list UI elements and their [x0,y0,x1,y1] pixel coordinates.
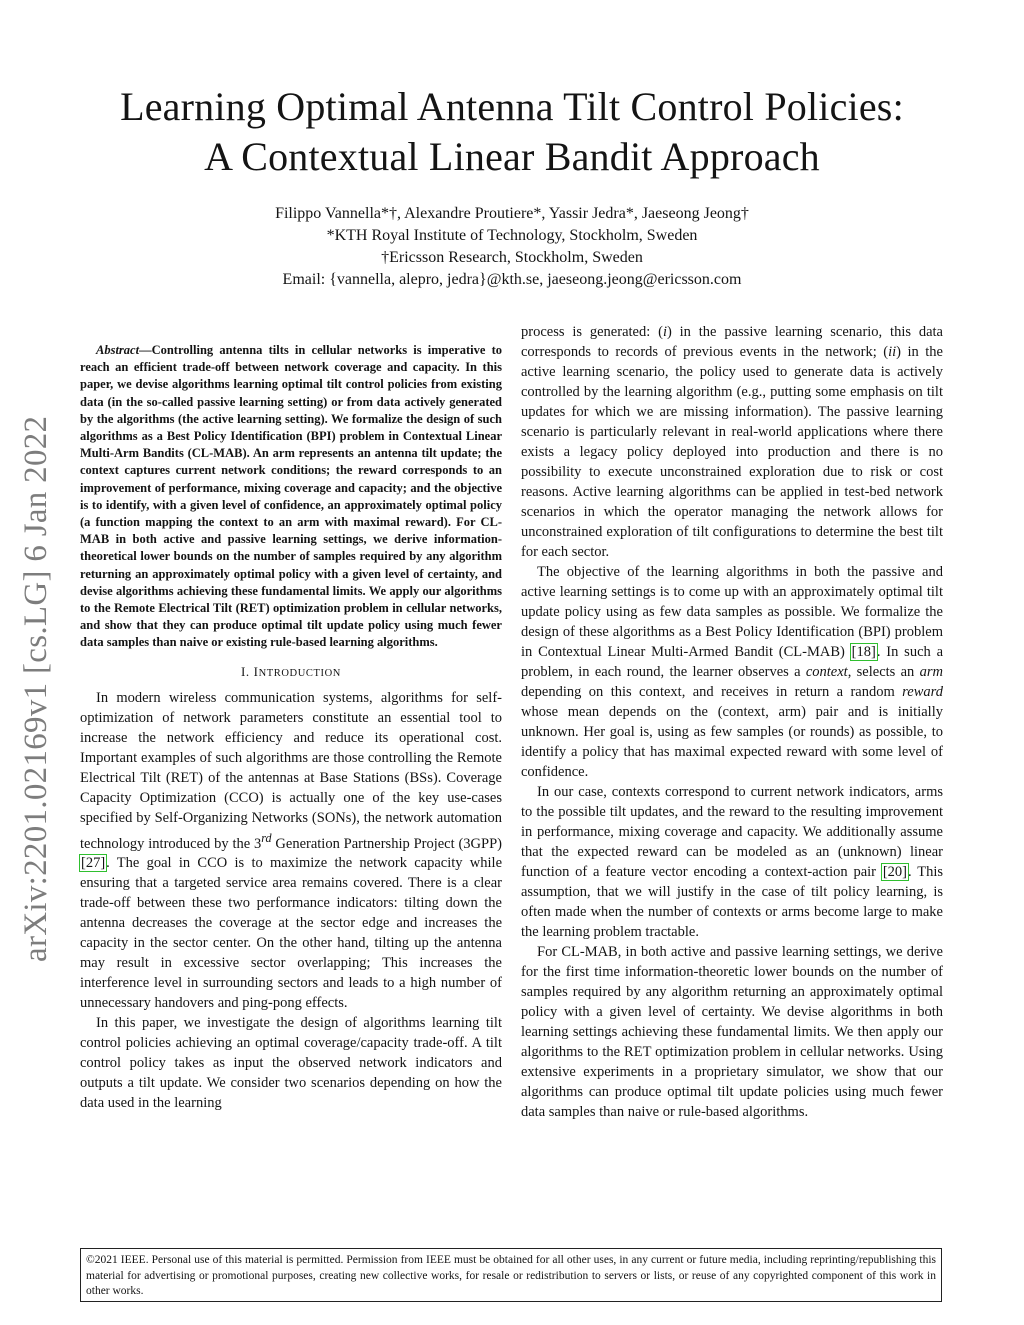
intro-p1-text-b: Generation Partnership Project (3GPP) [271,835,502,852]
roman-numeral-ii: ii [888,344,897,360]
term-context: context [805,664,848,680]
affiliation-kth: *KTH Royal Institute of Technology, Stockholm, Sweden [326,227,698,244]
citation-link-20[interactable]: [20] [882,864,908,880]
p3-text-a: The objective of the learning algorithms in both the passive and active learning settings is to come up with an approximately optimal tilt update policy using as few data samples as possible. We formalize the design of these algorithms as a Best Policy Identification (BPI) problem in Contextual Linear Multi-Armed Bandit (CL-MAB) [521,564,943,660]
intro-p1-text-c: . The goal in CCO is to maximize the network capacity while ensuring that a targeted service area remains covered. There is a clear trade-off between these two performance indicators: tilting down the antenna decreases the coverage at the sector edge and increases the capacity in the sector center. On the other hand, tilting up the antenna may result in excessive sector overlapping; This increases the interference level in surrounding sectors and leads to a high number of unnecessary handovers and ping-pong effects. [80,855,502,1012]
author-block [100,203,924,291]
term-reward: reward [902,684,943,700]
right-column [521,322,943,1122]
cont-text-c: ) in the active learning scenario, the policy used to generate data is actively controlled by the learning algorithm (e.g., putting some emphasis on tilt updates for which we are missing information). The passive learning scenario is particularly relevant in real-world applications where there exists a legacy policy deployed into production and there is no possibility to execute unconstrained exploration due to risk or cost reasons. Active learning algorithms can be applied in test-bed network scenarios in which the operator managing the network allows for unconstrained exploration of tilt configurations to determine the best tilt for each sector. [521,344,943,560]
p4-text-a: In our case, contexts correspond to current network indicators, arms to the possible tilt updates, and the reward to the resulting improvement in performance, mixing coverage and capacity. We additionally assume that the expected reward can be modeled as an (unknown) linear function of a feature vector encoding a context-action pair [521,784,943,880]
title-line-2: A Contextual Linear Bandit Approach [204,134,820,179]
p4-text-b: . This assumption, that we will justify in the case of tilt policy learning, is often made when the number of contexts or arms become large to make the learning problem tractable. [521,864,943,940]
intro-paragraph-4 [521,782,943,942]
left-column [80,322,502,1113]
citation-link-18[interactable]: [18] [851,644,876,660]
intro-paragraph-2: In this paper, we investigate the design of algorithms learning tilt control policies achieving an optimal coverage/capacity trade-off. A tilt control policy takes as input the observed network indicators and outputs a tilt update. We consider two scenarios depending on how the data used in the learning [80,1015,502,1112]
paper-title [60,82,964,182]
author-names: Filippo Vannella*†, Alexandre Proutiere*, Yassir Jedra*, Jaeseong Jeong† [275,205,749,222]
superscript-rd: rd [261,830,272,845]
section-title-rest: NTRODUCTION [258,667,341,679]
cont-text-a: process is generated: ( [521,324,663,340]
abstract [80,342,502,652]
cont-text-b: ) in the passive learning scenario, this data corresponds to records of previous events in the network; ( [521,324,943,360]
section-heading-introduction [80,662,502,684]
p3-text-e: whose mean depends on the (context, arm) pair and is initially unknown. Her goal is, using as few samples (or rounds) as possible, to identify a policy that has maximal expected reward with some level of confidence. [521,704,943,780]
affiliation-ericsson: †Ericsson Research, Stockholm, Sweden [381,249,643,266]
intro-p1-text-a: In modern wireless communication systems, algorithms for self-optimization of network parameters constitute an essential tool to increase the network efficiency and reduce its operational cost. Important examples of such algorithms are those controlling the Remote Electrical Tilt (RET) of the antennas at Base Stations (BSs). Coverage Capacity Optimization (CCO) is actually one of the key use-cases specified by Self-Organizing Networks (SONs), the network automation technology introduced by the 3 [80,689,502,852]
abstract-text: —Controlling antenna tilts in cellular networks is imperative to reach an efficient trade-off between network coverage and capacity. In this paper, we devise algorithms learning optimal tilt control policies from existing data (in the so-called passive learning setting) or from data actively generated by the algorithms (the active learning setting). We formalize the design of such algorithms as a Best Policy Identification (BPI) problem in Contextual Linear Multi-Arm Bandits (CL-MAB). An arm represents an antenna tilt update; the context captures current network conditions; the reward corresponds to an improvement of performance, mixing coverage and capacity; and the objective is to identify, with a given level of confidence, an approximately optimal policy (a function mapping the context to an arm with maximal reward). For CL-MAB in both active and passive learning settings, we derive information-theoretical lower bounds on the number of samples required by any algorithm returning an approximately optimal policy with a given level of certainty, and devise algorithms achieving these fundamental limits. We apply our algorithms to the Remote Electrical Tilt (RET) optimization problem in cellular networks, and show that they can produce optimal tilt update policy using much fewer data samples than naive or existing rule-based learning algorithms. [80,343,502,650]
section-title-initial: I [253,663,259,679]
p3-text-d: depending on this context, and receives in return a random [521,684,903,700]
author-emails: Email: {vannella, alepro, jedra}@kth.se, jaeseong.jeong@ericsson.com [282,271,742,288]
intro-paragraph-3 [521,562,943,782]
term-arm: arm [919,664,943,680]
abstract-label: Abstract [96,343,140,357]
citation-link-27[interactable]: [27] [81,855,106,872]
intro-paragraph-continued [521,322,943,562]
p3-text-b: . In such a problem, in each round, the learner observes a [521,644,944,680]
section-number: I. [240,663,250,679]
arxiv-identifier-stamp: arXiv:2201.02169v1 [cs.LG] 6 Jan 2022 [18,415,54,962]
p3-text-c: , selects an [847,664,920,680]
intro-paragraph-1 [80,688,502,1014]
copyright-notice: ©2021 IEEE. Personal use of this material is permitted. Permission from IEEE must be obtained for all other uses, in any current or future media, including reprinting/republishing this material for advertising or promotional purposes, creating new collective works, for resale or redistribution to servers or lists, or reuse of any copyrighted component of this work in other works. [80,1248,942,1302]
roman-numeral-i: i [662,324,667,340]
intro-paragraph-5: For CL-MAB, in both active and passive learning settings, we derive for the first time information-theoretic lower bounds on the number of samples required by any algorithm returning an approximately optimal policy with a given level of certainty. We devise algorithms in both learning settings achieving these fundamental limits. We then apply our algorithms to the RET optimization problem in cellular networks. Using extensive experiments in a proprietary simulator, we show that our algorithms can produce optimal tilt update policies using much fewer data samples than naive or rule-based algorithms. [521,944,943,1120]
title-line-1: Learning Optimal Antenna Tilt Control Policies: [120,84,904,129]
